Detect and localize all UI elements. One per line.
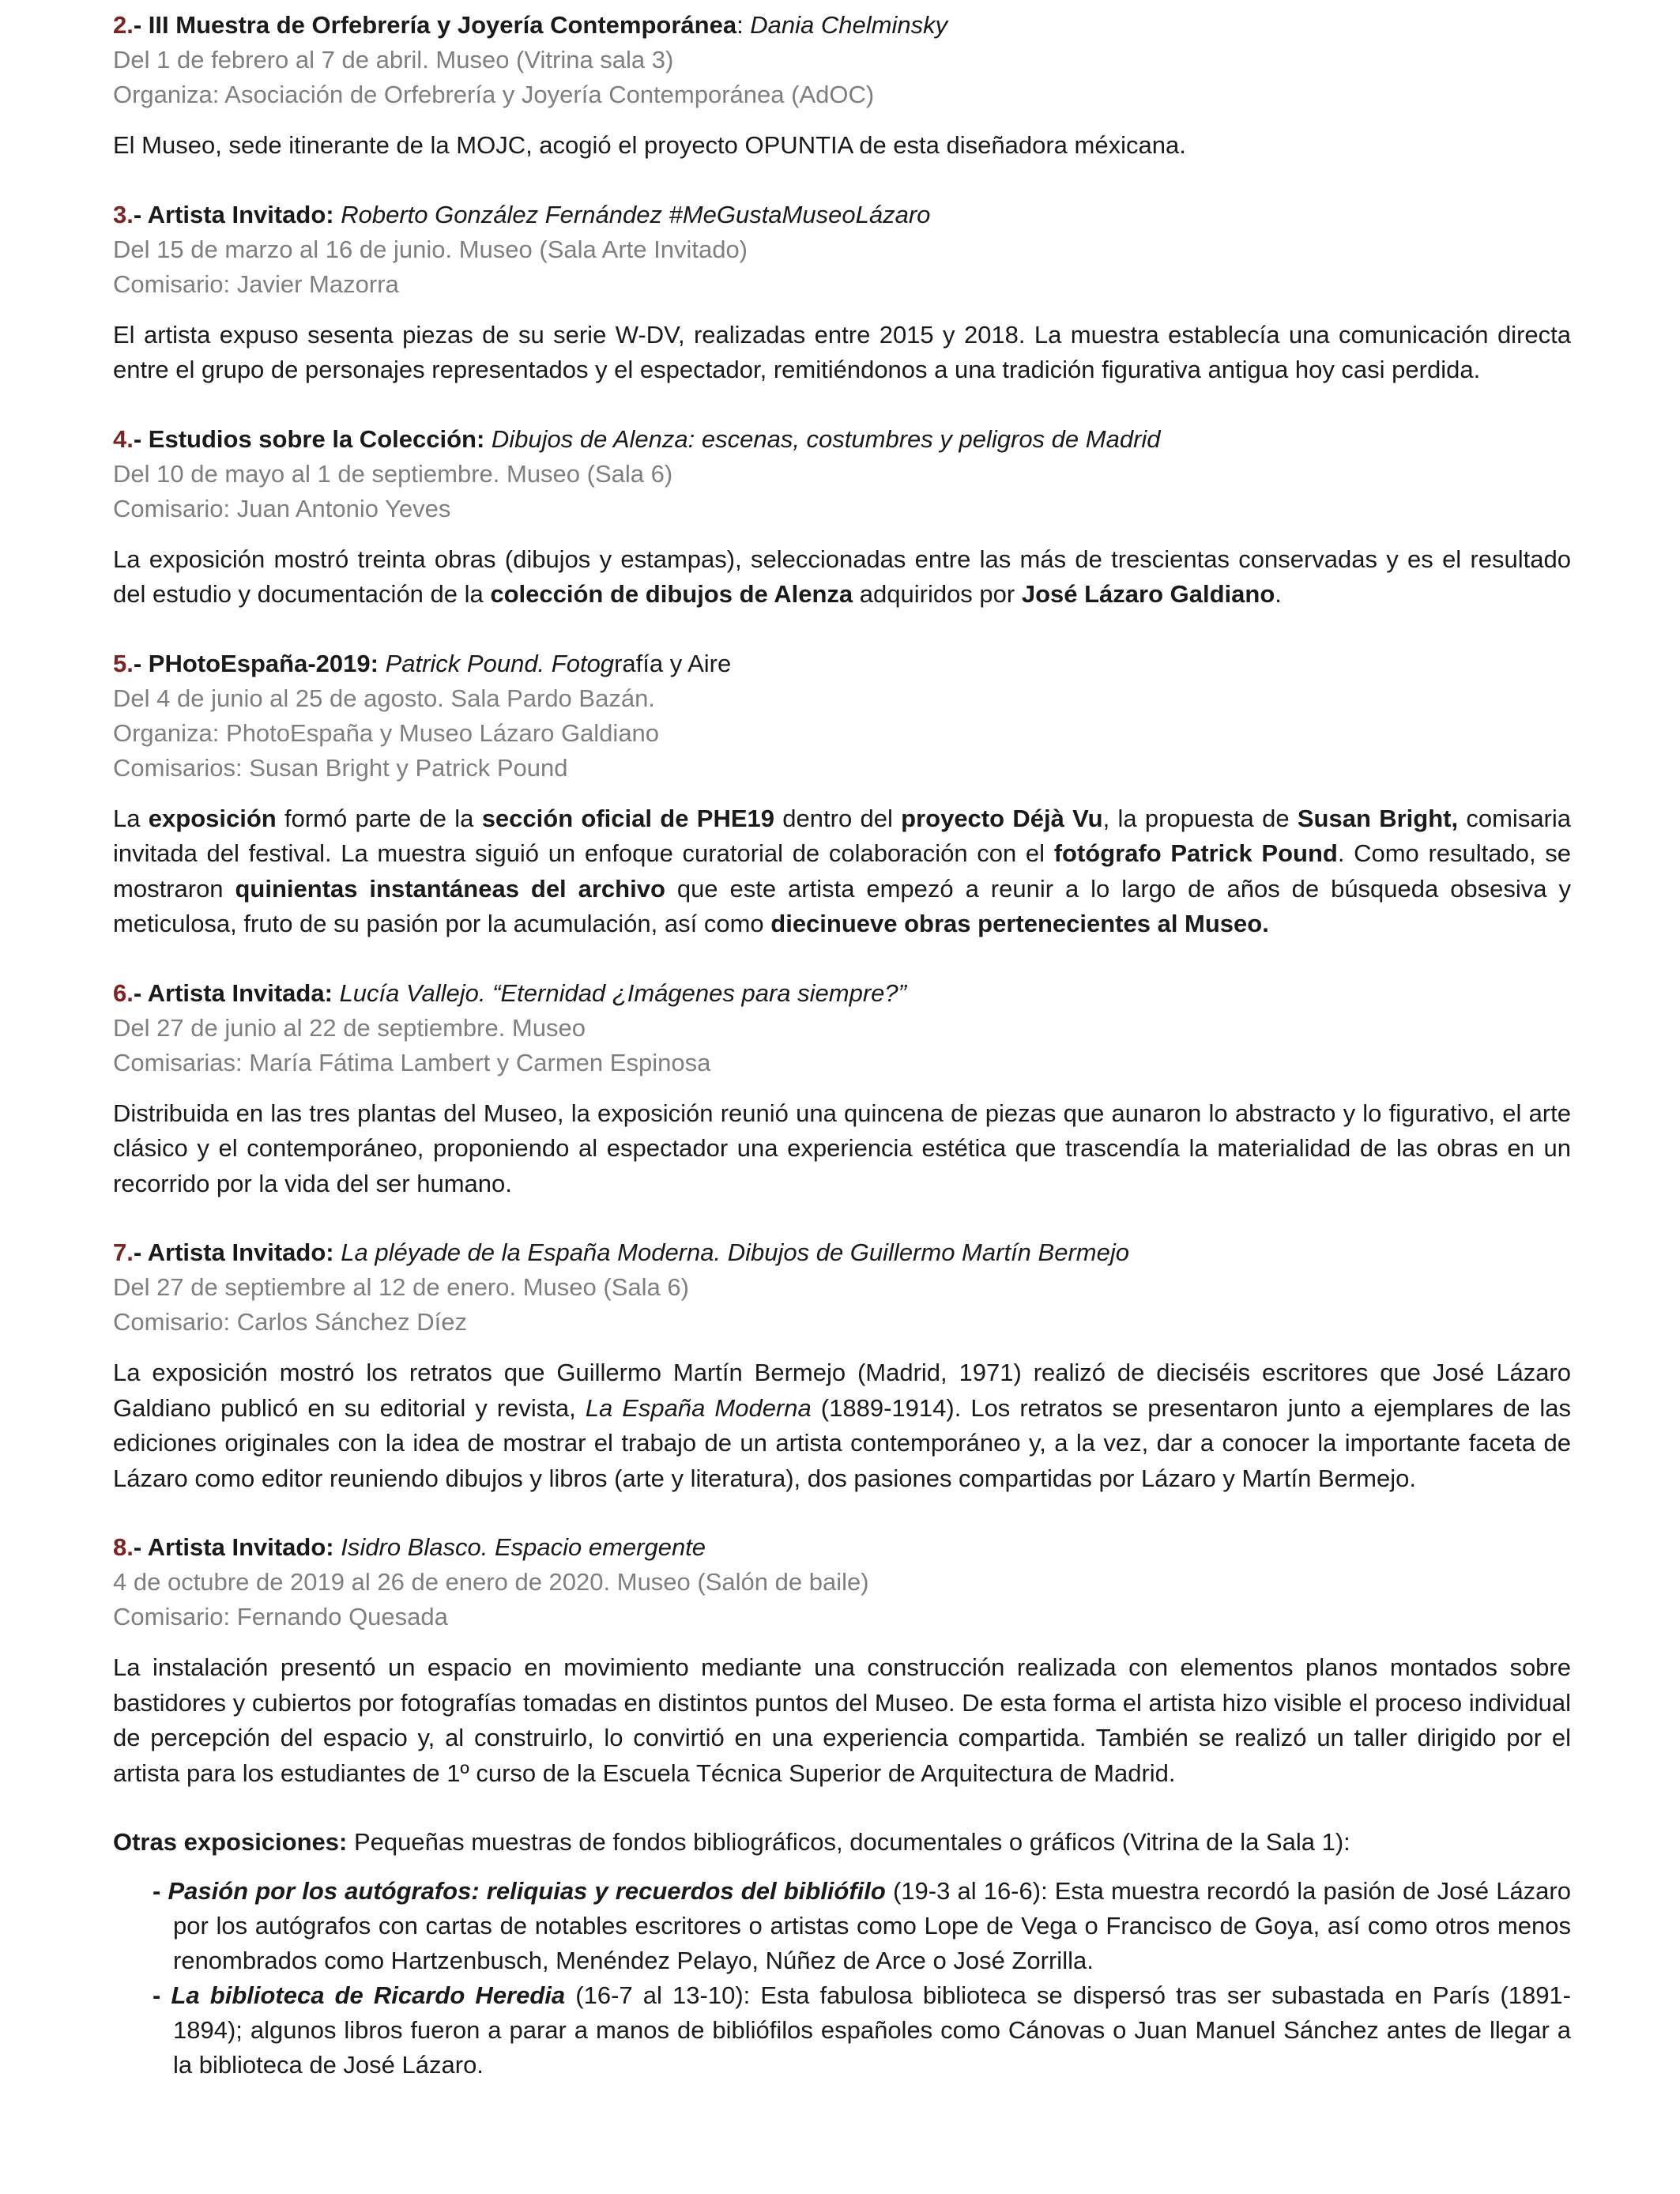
exhibition-number: 8. — [113, 1533, 134, 1561]
exhibition-title: La pléyade de la España Moderna. Dibujos de Guillermo Martín Bermejo — [341, 1238, 1129, 1266]
exhibition-title: Dibujos de Alenza: escenas, costumbres y peligros de Madrid — [491, 424, 1161, 453]
exhibition-title: Dania Chelminsky — [750, 11, 948, 39]
list-item-title: Pasión por los autógrafos: reliquias y recuerdos del bibliófilo — [168, 1877, 886, 1905]
text-run: que este artista empezó a reunir a lo largo de años de búsqueda obsesiva y meticulosa, fruto de su pasión por la acumulación, así como — [113, 874, 1571, 937]
exhibition-dates: 4 de octubre de 2019 al 26 de enero de 2020. Museo (Salón de baile) — [113, 1568, 869, 1596]
exhibition-type: Estudios sobre la Colección: — [148, 424, 485, 453]
exhibition-title-rest: rafía y Aire — [614, 649, 732, 677]
exhibition-curator: Comisarios: Susan Bright y Patrick Pound — [113, 753, 568, 782]
exhibition-3 — [113, 198, 1571, 388]
bold-run: Susan Bright, — [1297, 804, 1459, 832]
bold-run: fotógrafo Patrick Pound — [1053, 839, 1338, 867]
exhibition-number: 2. — [113, 11, 134, 39]
exhibition-heading — [113, 8, 1571, 43]
exhibition-dates: Del 27 de junio al 22 de septiembre. Museo — [113, 1013, 586, 1042]
exhibition-dates: Del 1 de febrero al 7 de abril. Museo (Vitrina sala 3) — [113, 46, 674, 74]
text-run: , la propuesta de — [1102, 804, 1298, 832]
text-run: La — [113, 804, 149, 832]
exhibition-title: Lucía Vallejo. “Eternidad ¿Imágenes para siempre?” — [339, 978, 906, 1007]
exhibition-curator: Comisario: Juan Antonio Yeves — [113, 494, 451, 522]
exhibition-number: 4. — [113, 424, 134, 453]
text-run: formó parte de la — [276, 804, 482, 832]
exhibition-heading — [113, 422, 1571, 457]
bold-run: sección oficial de PHE19 — [481, 804, 774, 832]
exhibition-6 — [113, 976, 1571, 1202]
exhibition-number: 7. — [113, 1238, 134, 1266]
exhibition-curator: Comisario: Carlos Sánchez Díez — [113, 1308, 467, 1336]
bold-run: José Lázaro Galdiano — [1021, 580, 1275, 608]
exhibition-number: 3. — [113, 200, 134, 228]
heading-dash: - — [133, 424, 149, 453]
other-exhibitions-intro — [113, 1825, 1571, 1860]
exhibition-title: Isidro Blasco. Espacio emergente — [341, 1533, 706, 1561]
exhibition-2 — [113, 8, 1571, 164]
exhibition-type: Artista Invitado: — [147, 1533, 334, 1561]
exhibition-type: Artista Invitada: — [147, 978, 333, 1007]
text-run: La exposición mostró los retratos que Guillermo Martín Bermejo (Madrid, 1971) realizó de dieciséis escritores que José Lázaro Galdiano publicó en su editorial y revista, — [113, 1359, 1571, 1422]
exhibition-number: 5. — [113, 649, 134, 677]
exhibition-description: El artista expuso sesenta piezas de su serie W-DV, realizadas entre 2015 y 2018. La muestra establecía una comunicación directa entre el grupo de personajes representados y el espectador, remitiéndonos a una tradición figurativa antigua hoy casi perdida. — [113, 320, 1571, 383]
exhibition-curator: Comisario: Fernando Quesada — [113, 1603, 448, 1630]
list-item — [153, 1978, 1571, 2083]
heading-dash: - — [133, 1533, 148, 1561]
exhibition-7 — [113, 1235, 1571, 1496]
heading-colon: : — [736, 11, 751, 39]
bold-run: quinientas instantáneas del archivo — [235, 874, 665, 903]
exhibition-heading — [113, 647, 1571, 681]
bold-run: exposición — [148, 804, 277, 832]
exhibition-description: El Museo, sede itinerante de la MOJC, acogió el proyecto OPUNTIA de esta diseñadora méxicana. — [113, 131, 1186, 159]
text-run: La exposición mostró treinta obras (dibujos y estampas), seleccionadas entre las más de trescientas conservadas y es el resultado del estudio y documentación de la — [113, 545, 1571, 608]
text-run: adquiridos por — [853, 580, 1022, 608]
heading-dash: - — [133, 1238, 148, 1266]
exhibition-heading — [113, 198, 1571, 232]
exhibition-description — [113, 1355, 1571, 1496]
exhibition-heading — [113, 1235, 1571, 1270]
heading-dash: - — [133, 200, 148, 228]
list-item-title: La biblioteca de Ricardo Heredia — [171, 1981, 566, 2009]
exhibition-number: 6. — [113, 978, 134, 1007]
heading-dash: - — [133, 11, 149, 39]
document-page — [113, 8, 1571, 2083]
exhibition-type: Artista Invitado: — [147, 200, 334, 228]
text-run: comisaria invitada del festival. La muestra siguió un enfoque curatorial de colaboración con el — [113, 804, 1572, 867]
list-dash: - — [153, 1877, 161, 1905]
exhibition-type: Artista Invitado: — [147, 1238, 334, 1266]
exhibition-type: PHotoEspaña-2019: — [148, 649, 379, 677]
bold-run: colección de dibujos de Alenza — [490, 580, 853, 608]
italic-run: La España Moderna — [585, 1393, 812, 1422]
exhibition-heading — [113, 1530, 1571, 1565]
bold-run: diecinueve obras pertenecientes al Museo. — [770, 910, 1269, 937]
heading-dash: - — [133, 649, 149, 677]
exhibition-heading — [113, 976, 1571, 1011]
exhibition-curator: Comisario: Javier Mazorra — [113, 270, 399, 298]
exhibition-dates: Del 10 de mayo al 1 de septiembre. Museo (Sala 6) — [113, 459, 673, 488]
bold-run: proyecto Déjà Vu — [901, 804, 1103, 832]
exhibition-title: Roberto González Fernández #MeGustaMuseoLázaro — [341, 200, 931, 228]
exhibition-dates: Del 4 de junio al 25 de agosto. Sala Pardo Bazán. — [113, 684, 655, 712]
exhibition-description — [113, 801, 1571, 942]
list-item-text: (16-7 al 13-10): Esta fabulosa biblioteca se dispersó tras ser subastada en París (1891-1894); algunos libros fueron a parar a manos de bibliófilos españoles como Cánovas o Juan Manuel Sánchez antes de llegar a la biblioteca de José Lázaro. — [173, 1981, 1571, 2079]
text-run: dentro del — [774, 804, 902, 832]
exhibition-organizer: Organiza: PhotoEspaña y Museo Lázaro Galdiano — [113, 718, 660, 747]
exhibition-description: Distribuida en las tres plantas del Museo, la exposición reunió una quincena de piezas que aunaron lo abstracto y lo figurativo, el arte clásico y el contemporáneo, proponiendo al espectador una experiencia estética que trascendía la materialidad de las obras en un recorrido por la vida del ser humano. — [113, 1099, 1571, 1197]
other-exhibitions-list — [113, 1874, 1571, 2083]
heading-dash: - — [133, 978, 148, 1007]
list-item — [153, 1874, 1571, 1978]
text-run: . — [1275, 580, 1282, 608]
exhibition-8 — [113, 1530, 1571, 1791]
exhibition-dates: Del 27 de septiembre al 12 de enero. Museo (Sala 6) — [113, 1273, 689, 1301]
exhibition-organizer: Organiza: Asociación de Orfebrería y Joyería Contemporánea (AdOC) — [113, 81, 875, 108]
exhibition-dates: Del 15 de marzo al 16 de junio. Museo (Sala Arte Invitado) — [113, 235, 748, 263]
other-exhibitions-text: Pequeñas muestras de fondos bibliográficos, documentales o gráficos (Vitrina de la Sala 1): — [347, 1828, 1350, 1856]
exhibition-title: Patrick Pound. Fotog — [385, 649, 615, 677]
other-exhibitions-label: Otras exposiciones: — [113, 1828, 348, 1856]
exhibition-description: La instalación presentó un espacio en movimiento mediante una construcción realizada con elementos planos montados sobre bastidores y cubiertos por fotografías tomadas en distintos puntos del Museo. De esta forma el artista hizo visible el proceso individual de percepción del espacio y, al construirlo, lo convirtió en una experiencia compartida. También se realizó un taller dirigido por el artista para los estudiantes de 1º curso de la Escuela Técnica Superior de Arquitectura de Madrid. — [113, 1653, 1571, 1787]
exhibition-type: III Muestra de Orfebrería y Joyería Contemporánea — [148, 11, 737, 39]
exhibition-4 — [113, 422, 1571, 613]
list-item-text: (19-3 al 16-6): Esta muestra recordó la pasión de José Lázaro por los autógrafos con cartas de notables escritores o artistas como Lope de Vega o Francisco de Goya, así como otros menos renombrados como Hartzenbusch, Menéndez Pelayo, Núñez de Arce o José Zorrilla. — [173, 1877, 1571, 1974]
exhibition-curator: Comisarias: María Fátima Lambert y Carmen Espinosa — [113, 1048, 711, 1076]
text-run: (1889-1914). Los retratos se presentaron junto a ejemplares de las ediciones originales con la idea de mostrar el trabajo de un artista contemporáneo y, a la vez, dar a conocer la importante faceta de Lázaro como editor reuniendo dibujos y libros (arte y literatura), dos pasiones compartidas por Lázaro y Martín Bermejo. — [113, 1393, 1572, 1492]
text-run: . Como resultado, se mostraron — [113, 839, 1571, 903]
exhibition-description — [113, 542, 1571, 613]
other-exhibitions — [113, 1825, 1571, 2083]
exhibition-5 — [113, 647, 1571, 942]
list-dash: - — [153, 1981, 161, 2009]
